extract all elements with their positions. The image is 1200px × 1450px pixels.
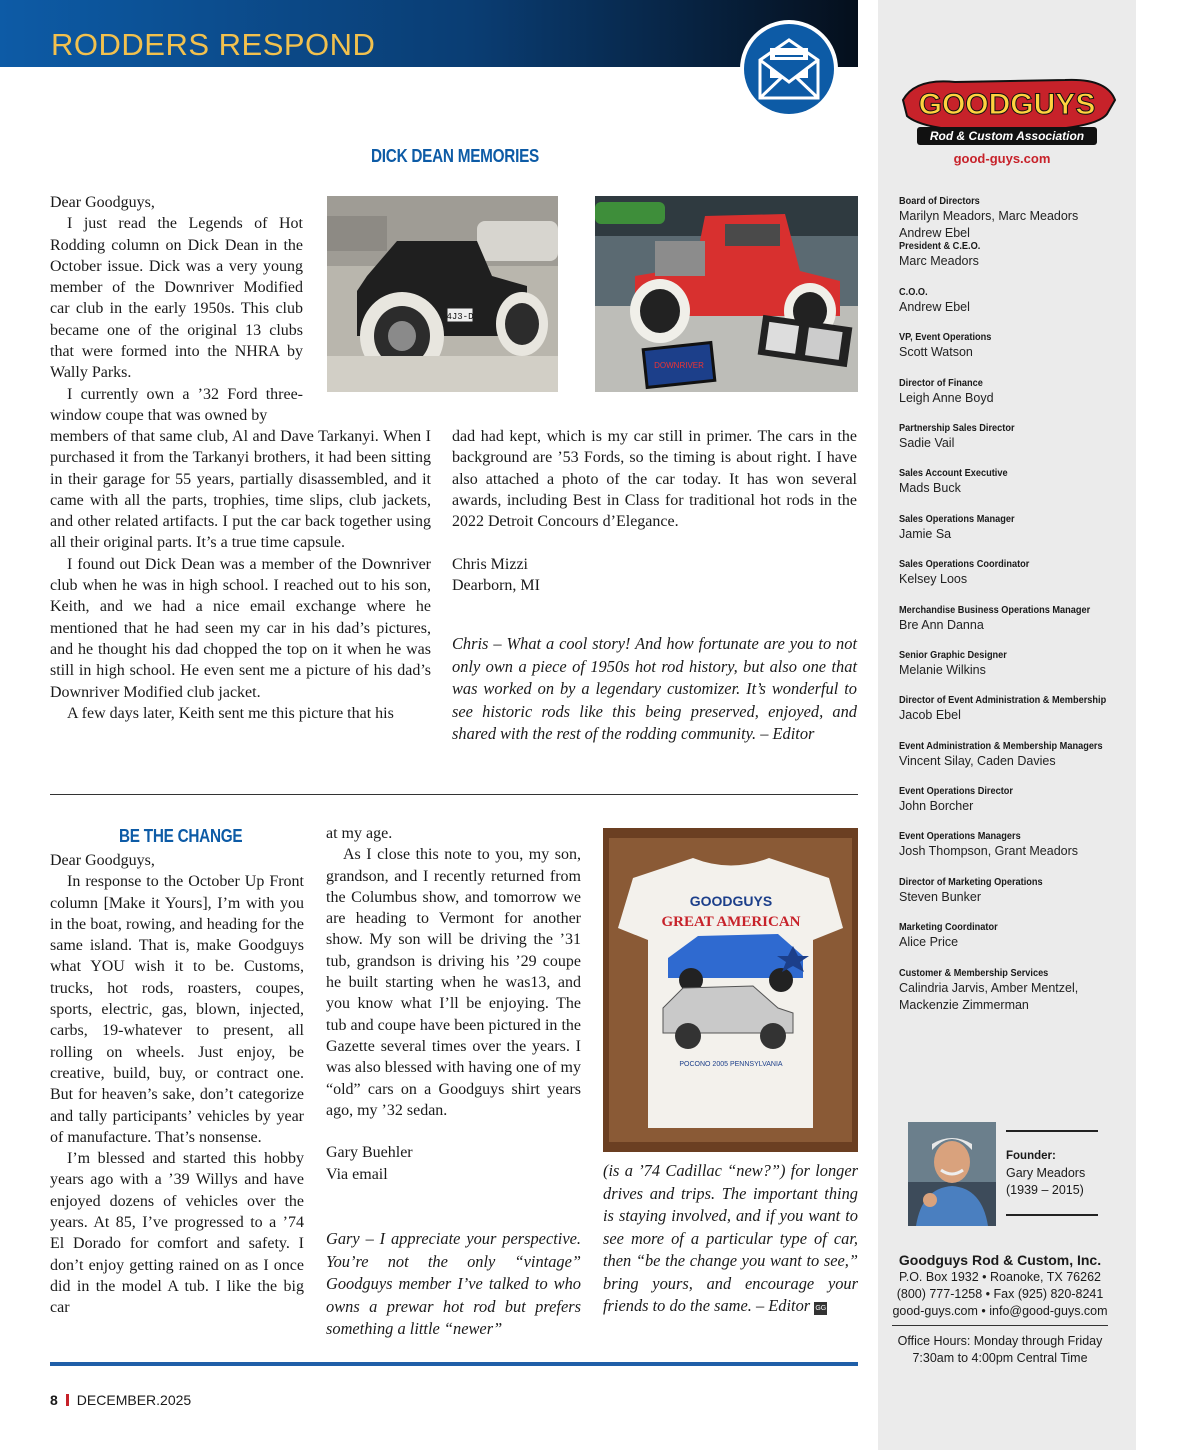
staff-name: Marilyn Meadors, Marc Meadors bbox=[899, 209, 1079, 223]
folio bbox=[50, 1392, 191, 1408]
staff-entry bbox=[899, 830, 1119, 875]
letter1-editor-reply-block bbox=[452, 633, 857, 746]
photo-vintage-coupe bbox=[327, 196, 558, 392]
staff-role: Director of Marketing Operations bbox=[899, 876, 1043, 888]
founder-top-rule bbox=[1006, 1130, 1098, 1132]
footer-rule bbox=[50, 1362, 858, 1366]
photo-red-coupe-today bbox=[595, 196, 858, 392]
letter2-editor-reply-a: Gary – I appreciate your perspective. You’re not the only “vintage” Goodguys member I’ve talked to who owns a prewar hot rod but prefers something a little “newer” bbox=[326, 1229, 581, 1338]
letter1-signature-name: Chris Mizzi bbox=[452, 555, 528, 573]
staff-name: Vincent Silay, Caden Davies bbox=[899, 753, 1056, 768]
staff-role: Sales Operations Coordinator bbox=[899, 559, 1030, 571]
staff-role: Merchandise Business Operations Manager bbox=[899, 604, 1091, 616]
contact-web-email[interactable]: good-guys.com • info@good-guys.com bbox=[892, 1304, 1108, 1318]
goodguys-logo bbox=[895, 72, 1120, 152]
folio-separator bbox=[66, 1394, 69, 1406]
staff-name: Andrew Ebel bbox=[899, 299, 970, 314]
logo-tagline: Rod & Custom Association bbox=[929, 129, 1085, 143]
staff-entry bbox=[899, 921, 1119, 966]
letter1-column-1-bottom bbox=[50, 426, 431, 724]
staff-name: Mads Buck bbox=[899, 481, 961, 496]
shirt-bottom-text: POCONO 2005 PENNSYLVANIA bbox=[679, 1061, 783, 1068]
letter1-column-2 bbox=[452, 426, 857, 596]
staff-name: Melanie Wilkins bbox=[899, 662, 986, 677]
staff-entry bbox=[899, 240, 1119, 285]
staff-name: Leigh Anne Boyd bbox=[899, 390, 994, 405]
letter2-editor-reply-a-block bbox=[326, 1228, 581, 1341]
letter2-column-1 bbox=[50, 850, 304, 1319]
staff-role: Director of Event Administration & Membership bbox=[899, 695, 1107, 707]
staff-name: Alice Price bbox=[899, 935, 959, 950]
staff-role: Sales Account Executive bbox=[899, 468, 1008, 480]
staff-role: Sales Operations Manager bbox=[899, 513, 1015, 525]
photo2-poster-text: DOWNRIVER bbox=[654, 361, 704, 370]
letter1-paragraph-4: A few days later, Keith sent me this picture that his bbox=[67, 704, 394, 722]
letter2-signature-location: Via email bbox=[326, 1165, 388, 1183]
end-mark-icon: GG bbox=[814, 1302, 827, 1315]
shirt-title-1: GOODGUYS bbox=[689, 893, 773, 909]
logo-word: GOODGUYS bbox=[918, 88, 1096, 121]
letters-divider bbox=[50, 794, 858, 795]
staff-name: Jamie Sa bbox=[899, 526, 952, 541]
staff-name: Bre Ann Danna bbox=[899, 617, 984, 632]
staff-name: Josh Thompson, Grant Meadors bbox=[899, 844, 1079, 859]
staff-entry bbox=[899, 558, 1119, 603]
staff-entry bbox=[899, 422, 1119, 467]
staff-name: Andrew Ebel bbox=[899, 226, 970, 240]
letter1-salutation: Dear Goodguys, bbox=[50, 194, 155, 211]
contact-phones: (800) 777-1258 • Fax (925) 820-8241 bbox=[896, 1287, 1104, 1301]
staff-entry bbox=[899, 740, 1119, 785]
staff-entry bbox=[899, 604, 1119, 649]
staff-name: Kelsey Loos bbox=[899, 572, 968, 587]
founder-bottom-rule bbox=[1006, 1214, 1098, 1216]
letter2-paragraph-4: As I close this note to you, my son, grandson, and I recently returned from the Columbus show, and tomorrow we are heading to Vermont for another show. My son will be driving the ’31 tub, grandson is driving his ’29 coupe he built starting when he was13, and you know what I’ll be enjoying. The tub and coupe have been pictured in the Gazette several times over the years. I was also blessed with having one of my “old” cars on a Goodguys shirt years ago, my ’32 sedan. bbox=[326, 846, 581, 1119]
staff-entry bbox=[899, 286, 1119, 331]
staff-name: Jacob Ebel bbox=[899, 708, 961, 723]
contact-rule bbox=[892, 1325, 1108, 1326]
hours-line-1: Office Hours: Monday through Friday bbox=[897, 1334, 1103, 1348]
staff-role: Marketing Coordinator bbox=[899, 922, 998, 934]
letter2-paragraph-1: In response to the October Up Front column [Make it Yours], I’m with you in the boat, rowing, and heading for the same island. That is, make Goodguys what YOU wish it to be. Customs, trucks, hot rods, roasters, coupes, sports, electric, gas, blown, injected, carbs, 19-whatever to present, all rolling on wheels. Just enjoy, be creative, build, buy, or contract one. But for heaven’s sake, don’t categorize and tally participants’ vehicles by year of manufacture. That’s nonsense. bbox=[50, 873, 304, 1146]
founder-info bbox=[1006, 1148, 1085, 1199]
founder-name: Gary Meadors bbox=[1006, 1166, 1086, 1180]
letter2-headline: BE THE CHANGE bbox=[119, 826, 243, 846]
letter1-paragraph-2b: members of that same club, Al and Dave Tarkanyi. When I purchased it from the Tarkanyi brothers, it had been sitting in their garage for 55 years, partially disassembled, and it came with all the parts, trophies, time slips, club jackets, and other related artifacts. I put the car back together using all their original parts. It’s a true time capsule. bbox=[50, 428, 431, 552]
letter2-paragraph-3: at my age. bbox=[326, 825, 393, 842]
section-title: RODDERS RESPOND bbox=[51, 27, 376, 62]
staff-name: Scott Watson bbox=[899, 345, 973, 360]
staff-name: Calindria Jarvis, Amber Mentzel, bbox=[899, 980, 1079, 995]
issue-date: DECEMBER.2025 bbox=[76, 1392, 192, 1408]
staff-name: Steven Bunker bbox=[899, 889, 981, 904]
brand-url[interactable]: good-guys.com bbox=[953, 151, 1051, 166]
letter1-signature-location: Dearborn, MI bbox=[452, 577, 540, 595]
staff-entry bbox=[899, 377, 1119, 422]
contact-address: P.O. Box 1932 • Roanoke, TX 76262 bbox=[899, 1270, 1101, 1284]
staff-role: Customer & Membership Services bbox=[899, 967, 1049, 979]
photo1-plate: 4J3-D bbox=[446, 312, 474, 322]
staff-entry bbox=[899, 331, 1119, 376]
letter1-paragraph-3: I found out Dick Dean was a member of the Downriver club when he was in high school. I reached out to his son, Keith, and we had a nice email exchange where he mentioned that he had seen my car in his dad’s pictures, and he thought his dad chopped the top on it when he was still in high school. He even sent me a picture of his dad’s Downriver Modified club jacket. bbox=[50, 555, 431, 701]
letter2-editor-reply-b-block bbox=[603, 1160, 858, 1318]
letter2-column-2 bbox=[326, 823, 581, 1185]
staff-role: Event Operations Director bbox=[899, 786, 1014, 798]
staff-role: President & C.E.O. bbox=[899, 241, 981, 253]
staff-role: VP, Event Operations bbox=[899, 332, 992, 344]
shirt-title-2: GREAT AMERICAN bbox=[661, 914, 801, 930]
staff-role: Director of Finance bbox=[899, 377, 983, 389]
page-number: 8 bbox=[50, 1392, 58, 1408]
letter1-paragraph-1: I just read the Legends of Hot Rodding column on Dick Dean in the October issue. Dick was a very young member of the Downriver Modified car club in the early 1950s. This club became one of the original 13 clubs that were formed into the NHRA by Wally Parks. bbox=[50, 215, 303, 382]
staff-name: John Borcher bbox=[899, 799, 974, 814]
staff-entry bbox=[899, 785, 1119, 830]
letter2-editor-reply-b-text: (is a ’74 Cadillac “new?”) for longer drives and trips. The important thing is staying involved, and if you want to see more of a particular type of car, then “be the change you want to see,” bring yours, and encourage your friends to do the same. – Editor bbox=[603, 1161, 858, 1315]
staff-entry bbox=[899, 649, 1119, 694]
staff-entry bbox=[899, 876, 1119, 921]
staff-role: Partnership Sales Director bbox=[899, 422, 1015, 434]
contact-company: Goodguys Rod & Custom, Inc. bbox=[898, 1252, 1102, 1268]
letter1-column-1-top bbox=[50, 192, 303, 426]
staff-role: Senior Graphic Designer bbox=[899, 649, 1007, 661]
staff-entry bbox=[899, 467, 1119, 512]
founder-photo bbox=[908, 1122, 996, 1226]
letter2-signature-name: Gary Buehler bbox=[326, 1144, 413, 1162]
letter2-salutation: Dear Goodguys, bbox=[50, 852, 155, 869]
staff-name: Mackenzie Zimmerman bbox=[899, 997, 1029, 1012]
staff-role: Board of Directors bbox=[899, 196, 980, 207]
letter1-headline: DICK DEAN MEMORIES bbox=[371, 146, 539, 166]
staff-name: Marc Meadors bbox=[899, 254, 979, 269]
staff-role: C.O.O. bbox=[899, 286, 928, 298]
letter1-paragraph-2a: I currently own a ’32 Ford three-window coupe that was owned by bbox=[50, 385, 303, 424]
founder-years: (1939 – 2015) bbox=[1006, 1183, 1084, 1197]
letter2-editor-reply-b bbox=[603, 1160, 858, 1318]
mail-envelope-icon bbox=[740, 20, 838, 118]
hours-line-2: 7:30am to 4:00pm Central Time bbox=[912, 1351, 1088, 1365]
staff-entry bbox=[899, 967, 1119, 1012]
staff-entry bbox=[899, 195, 1119, 240]
photo-goodguys-shirt bbox=[603, 828, 858, 1152]
staff-role: Event Operations Managers bbox=[899, 831, 1021, 843]
office-hours bbox=[880, 1333, 1120, 1367]
letter1-paragraph-5: dad had kept, which is my car still in primer. The cars in the background are ’53 Fords, so the timing is about right. I have also attached a photo of the car today. It has won several awards, including Best in Class for traditional hot rods in the 2022 Detroit Concours d’Elegance. bbox=[452, 428, 857, 531]
letter2-paragraph-2: I’m blessed and started this hobby years ago with a ’39 Willys and have enjoyed dozens of vehicles over the years. At 85, I’ve progressed to a ’74 El Dorado for comfort and safety. I don’t enjoy getting rained on as I once did in the model A tub. I like the big car bbox=[50, 1150, 304, 1317]
founder-label: Founder: bbox=[1006, 1150, 1056, 1162]
staff-list bbox=[899, 195, 1119, 1012]
staff-role: Event Administration & Membership Managers bbox=[899, 740, 1103, 752]
contact-block bbox=[880, 1251, 1120, 1320]
staff-name: Sadie Vail bbox=[899, 435, 955, 450]
letter1-editor-reply: Chris – What a cool story! And how fortunate are you to not only own a piece of 1950s hot rod history, but also one that was worked on by a legendary customizer. It’s wonderful to see historic rods like this being preserved, enjoyed, and shared with the rest of the rodding community. – Editor bbox=[452, 634, 857, 743]
staff-entry bbox=[899, 513, 1119, 558]
staff-entry bbox=[899, 694, 1119, 739]
